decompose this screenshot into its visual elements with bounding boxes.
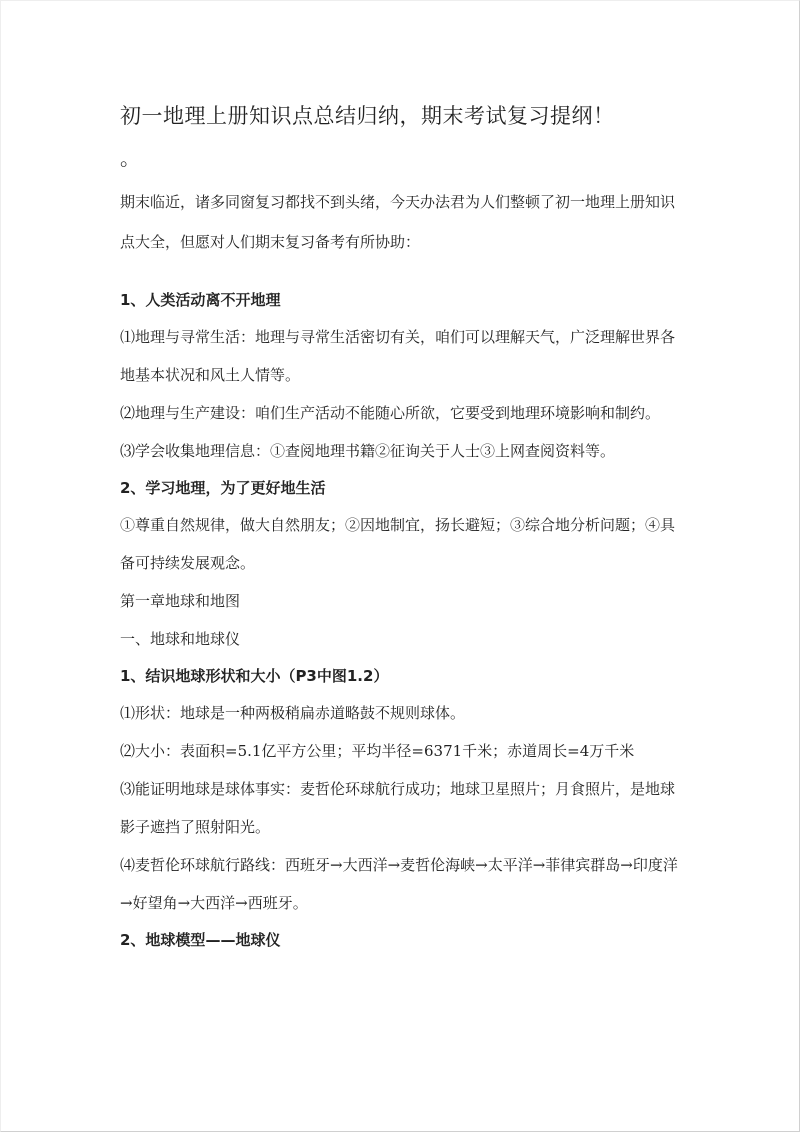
- paragraph-2-1: ①尊重自然规律，做大自然朋友；②因地制宜，扬长避短；③综合地分析问题；④具备可持续发展观念。: [120, 516, 676, 572]
- document-title: 初一地理上册知识点总结归纳，期末考试复习提纲！: [120, 104, 615, 128]
- subsection-heading-1: 1、结识地球形状和大小（P3中图1.2）: [120, 667, 389, 685]
- paragraph-3-4: ⑷麦哲伦环球航行路线：西班牙→大西洋→麦哲伦海峡→太平洋→菲律宾群岛→印度洋→好望角→大西洋→西班牙。: [120, 856, 678, 912]
- subchapter-title: 一、地球和地球仪: [120, 630, 241, 648]
- section-heading-2: 2、学习地理，为了更好地生活: [120, 479, 326, 497]
- paragraph-3-2: ⑵大小：表面积=5.1亿平方公里；平均半径=6371千米；赤道周长=4万千米: [120, 742, 635, 760]
- subsection-heading-2: 2、地球模型——地球仪: [120, 931, 281, 949]
- document-body: [120, 98, 685, 958]
- paragraph-1-3: ⑶学会收集地理信息：①查阅地理书籍②征询关于人士③上网查阅资料等。: [120, 442, 616, 460]
- chapter-title: 第一章地球和地图: [120, 592, 241, 610]
- paragraph-3-3: ⑶能证明地球是球体事实：麦哲伦环球航行成功；地球卫星照片；月食照片，是地球影子遮挡了照射阳光。: [120, 780, 676, 836]
- paragraph-1-1: ⑴地理与寻常生活：地理与寻常生活密切有关，咱们可以理解天气，广泛理解世界各地基本状况和风土人情等。: [120, 328, 676, 384]
- paragraph-1-2: ⑵地理与生产建设：咱们生产活动不能随心所欲，它要受到地理环境影响和制约。: [120, 404, 661, 422]
- section-heading-1: 1、人类活动离不开地理: [120, 291, 281, 309]
- intro-paragraph: 期末临近，诸多同窗复习都找不到头绪，今天办法君为人们整顿了初一地理上册知识点大全，但愿对人们期末复习备考有所协助：: [120, 193, 676, 251]
- title-suffix: 。: [120, 146, 140, 170]
- paragraph-3-1: ⑴形状：地球是一种两极稍扁赤道略鼓不规则球体。: [120, 704, 466, 722]
